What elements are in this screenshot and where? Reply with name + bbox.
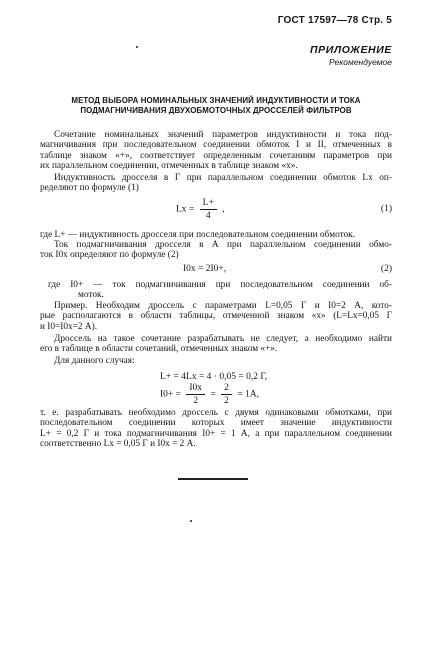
text-line: соответственно Lх = 0,05 Г и I0х = 2 А. [40,439,196,450]
scan-speck [136,46,138,48]
text-line: Ток подмагничивания дросселя в А при параллельном соединении обмо- [54,240,392,250]
formula-2: I0х = 2I0+, [183,264,227,274]
title-line: МЕТОД ВЫБОРА НОМИНАЛЬНЫХ ЗНАЧЕНИЙ ИНДУКТИВНОСТИ И ТОКА [71,96,361,105]
equals-sign: = [210,389,216,400]
paragraph-6 [40,301,392,332]
paragraph-8 [40,356,392,366]
formula-tail: , [222,204,225,215]
end-rule [178,478,248,480]
scan-speck [190,520,192,522]
text-line: Сочетание номинальных значений параметров индуктивности и тока под- [54,130,392,140]
formula-tail: = 1А, [237,389,260,400]
text-line: т. е. разрабатывать необходимо дроссель с двумя одинаковыми обмотками, при [40,408,392,418]
numerator: I0х [186,383,205,395]
formula-1 [176,198,225,221]
paragraph-1 [40,130,392,172]
text-line: где L+ — индуктивность дросселя при последовательном соединении обмоток. [40,230,356,240]
text-line: последовательном соединении которых имеет значение индуктивности [40,418,392,429]
fraction [221,383,232,406]
formula-lhs: I0+ = [160,389,182,400]
text-line: Индуктивность дросселя в Г при параллельном соединении обмоток Lх оп- [54,173,392,183]
text-line: рые располагаются в области таблицы, отмеченной знаком «х» (L=Lх=0,05 Г [40,311,392,322]
denominator: 2 [224,396,229,406]
page-header: ГОСТ 17597—78 Стр. 5 [277,15,392,26]
text-line: Для данного случая: [54,356,135,366]
text-line: L+ = 0,2 Г и тока подмагничивания I0+ = 1 А, а при параллельном соединении [40,428,392,439]
calc-line-1: L+ = 4Lх = 4 · 0,05 = 0,2 Г, [160,372,268,382]
text-line: Дроссель на такое сочетание разрабатывать не следует, а необходимо найти [54,334,392,344]
fraction [186,383,205,406]
section-title [40,96,392,116]
paragraph-4 [40,240,392,261]
text-line: Пример. Необходим дроссель с параметрами L=0,05 Г и I0=2 А, кото- [54,301,392,311]
calc-line-2 [160,383,259,406]
paragraph-2 [40,173,392,194]
paragraph-9 [40,408,392,450]
denominator: 2 [193,396,199,406]
text-line: ределяют по формуле (1) [40,183,139,194]
text-line: магничивания при последовательном соединении обмоток I и II, отмеченных в [40,140,392,151]
appendix-subtitle: Рекомендуемое [328,57,392,67]
numerator: 2 [221,383,232,395]
paragraph-5 [40,280,392,301]
paragraph-7 [40,334,392,355]
fraction [200,198,217,221]
text-line: их параллельном соединении, отмеченных в таблице знаком «х». [40,161,298,172]
text-line: ток I0х определяют по формуле (2) [40,250,179,261]
formula-number: (2) [380,264,392,274]
appendix-label [310,44,392,67]
title-line: ПОДМАГНИЧИВАНИЯ ДВУХОБМОТОЧНЫХ ДРОССЕЛЕЙ ФИЛЬТРОВ [80,106,352,115]
denominator: 4 [205,211,211,221]
numerator: L+ [200,198,217,210]
appendix-title: ПРИЛОЖЕНИЕ [310,44,392,56]
paragraph-3 [40,230,392,240]
text-line: его в таблице в области сочетаний, отмеченных знаком «+». [40,344,278,355]
text-line: и I0=I0х=2 А). [40,321,98,332]
formula-lhs: Lх = [176,204,195,215]
text-line: таблице знаком «+», соответствует определенным сочетаниям параметров при [40,150,392,161]
formula-number: (1) [380,204,392,214]
text-line: где I0+ — ток подмагничивания при последовательном соединении об- [48,280,392,290]
text-line: моток. [78,290,104,301]
